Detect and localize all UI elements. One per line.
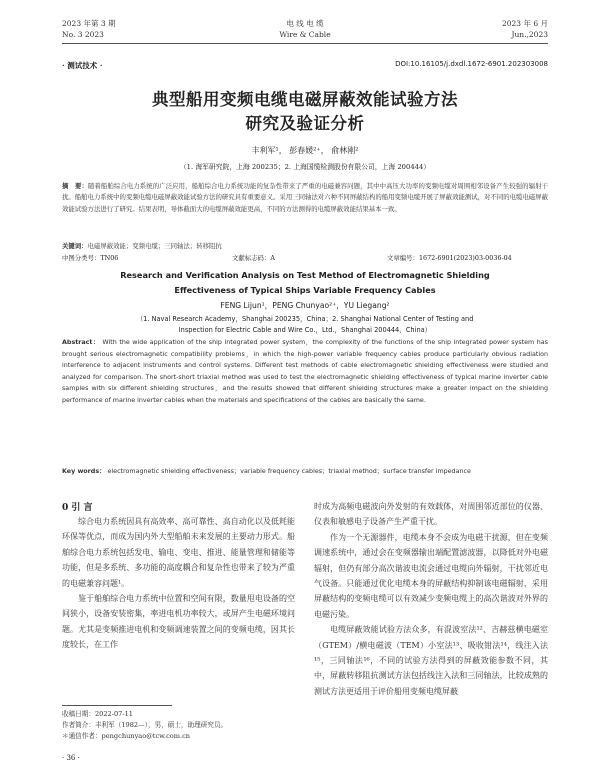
journal-name — [62, 18, 548, 40]
issue-cn: 2023 年第 3 期 — [62, 19, 116, 28]
affiliation-en-line2: Inspection for Electric Cable and Wire Co.，Ltd.，Shanghai 200444，China） — [178, 325, 432, 334]
article-number: 文章编号：1672-6901(2023)03-0036-04 — [387, 254, 512, 262]
intro-left-column — [62, 514, 295, 653]
footnote-received: 收稿日期：2022-07-11 — [62, 710, 133, 718]
abstract-cn — [62, 181, 548, 215]
abstract-en-text: With the wide application of the ship integrated power system，the complexity of the functions of the ship integrated power system has brought serious electromagnetic compatibility problems，in which the high-power variable frequency cables produce particularly obvious radiation interference to adjacent instruments and control systems. Different test methods of cable electromagnetic shielding effectiveness were studied and analyzed for comparison. The short-short triaxial method was used to test the electromagnetic shielding effectiveness of typical marine inverter cable samples with six different shielding structures，and the results showed that different shielding structures make a greater impact on the shielding performance of marine inverter cables when the materials and specifications of the cables are basically the same. — [62, 339, 548, 404]
keywords-cn-text: 电磁屏蔽效能；变频电缆；三同轴法；转移阻抗 — [87, 242, 222, 250]
intro-para-4: 电缆屏蔽效能试验方法众多，有混波室法¹²、吉赫兹横电磁室（GTEM）/横电磁波（TEM）小室法¹³、吸收钳法¹⁴，线注入法¹⁵，三同轴法¹⁶，不同的试验方法得到的屏蔽效能参数不同，其中，屏蔽转移阻抗测试方法包括线注入法和三同轴法，比较成熟的测试方法更适用于评价船用变频电缆屏蔽 — [314, 625, 548, 696]
title-en-line2: Effectiveness of Typical Ships Variable Frequency Cables — [174, 285, 436, 295]
title-cn-line2: 研究及验证分析 — [245, 114, 365, 133]
keywords-en-text: electromagnetic shielding effectiveness；variable frequency cables；triaxial method；surface transfer impedance — [107, 468, 471, 475]
journal-name-cn: 电 线 电 缆 — [286, 19, 324, 28]
title-cn — [62, 88, 548, 136]
keywords-en — [62, 466, 548, 478]
doi[interactable]: DOI:10.16105/j.dxdl.1672-6901.202303008 — [395, 60, 548, 68]
section-tag: · 测试技术 · — [62, 61, 103, 70]
date-en: Jun.,2023 — [511, 30, 548, 39]
authors-en: FENG Lijun¹，PENG Chunyao²⁺，YU Liegang² — [220, 301, 390, 310]
page-number: · 36 · — [62, 754, 80, 762]
affiliation-cn: （1. 海军研究院，上海 200235；2. 上海国缆检测股份有限公司，上海 200444） — [179, 163, 431, 171]
date-cn: 2023 年 6 月 — [501, 19, 548, 28]
footnote-rule — [62, 705, 172, 706]
affiliation-en — [62, 314, 548, 335]
keywords-cn — [62, 241, 548, 252]
title-cn-line1: 典型船用变频电缆电磁屏蔽效能试验方法 — [152, 90, 458, 109]
intro-para-2-continued: 时成为高频电磁波向外发射的有效载体，对周围邻近部位的仪器、仪表和敏感电子设备产生严重干扰。 — [314, 502, 548, 527]
journal-date — [502, 18, 548, 40]
intro-para-1: 综合电力系统因具有高效率、高可靠性、高自动化以及低耗能环保等优点，而成为国内外大型船舶未来发展的主要动力形式。船舶综合电力系统包括发电、输电、变电、推进、能量管理和储能等功能，但是多系统、多功能的高度耦合和复杂性也带来了较为严重的电磁兼容问题¹。 — [62, 517, 295, 588]
intro-para-3: 作为一个无源器件，电缆本身不会成为电磁干扰源，但在变频调速系统中，通过会在变频器输出端配置滤波器，以降低对外电磁辐射，但仍有部分高次谐波电流会通过电缆向外辐射，干扰邻近电气设备。只能通过优化电缆本身的屏蔽结构抑制该电磁辐射，采用屏蔽结构的变频电缆可以有效减少变频电缆上的高次谐波对外界的电磁污染。 — [314, 532, 548, 619]
abstract-cn-text: 随着船舶综合电力系统的广泛应用，船舶综合电力系统功能的复杂性带来了严重的电磁兼容问题，其中中高压大功率的变频电缆对周围相邻设备产生较强的辐射干扰。船舶电力系统中的变频电缆电磁屏蔽效能试验方法的研究具有重要意义。采用三同轴法对六种不同屏蔽结构的船用变频电缆开展了屏蔽效能测试，对不同的电缆电磁屏蔽效能试验方法进行了研究。结果表明，导体截面大的电缆屏蔽效能更高，不同的方法测得的电缆屏蔽效能结果基本一致。 — [62, 182, 549, 213]
header-rule — [62, 43, 548, 44]
issue-en: No. 3 2023 — [62, 30, 104, 39]
intro-para-2: 鉴于船舶综合电力系统中位置和空间有限，数量甩电设备的空间狭小，设备安装密集，率进电机功率较大，或屏产生电磁环境问题。尤其是变频推进电机和变频调速装置之间的变频电缆，因其长度较长，在工作 — [62, 594, 295, 650]
footnote-contact[interactable]: ＊通信作者：pengchunyao@tcw.com.cn — [62, 732, 191, 741]
journal-name-en: Wire & Cable — [279, 30, 331, 39]
footnote-author-bio: 作者简介：丰利军（1982—），男，硕士，助理研究员。 — [62, 721, 228, 730]
authors-cn: 丰利军¹， 彭春媛²⁺， 俞林刚² — [251, 146, 359, 155]
clc-number: 中图分类号：TN06 — [62, 254, 119, 262]
footnote — [62, 709, 295, 743]
abstract-cn-label: 摘 要： — [62, 182, 88, 190]
title-en — [62, 268, 548, 298]
abstract-en — [62, 337, 548, 407]
keywords-en-label: Key words： — [62, 468, 106, 475]
doc-code: 文献标志码：A — [232, 254, 275, 262]
abstract-en-label: Abstract： — [62, 339, 100, 346]
classification-line — [62, 252, 548, 264]
section-heading-intro: 0 引 言 — [62, 503, 93, 513]
title-en-line1: Research and Verification Analysis on Test Method of Electromagnetic Shielding — [120, 270, 490, 280]
keywords-cn-label: 关键词： — [62, 242, 88, 250]
intro-right-column — [314, 499, 548, 699]
affiliation-en-line1: （1. Naval Research Academy，Shanghai 200235，China；2. Shanghai National Center of Testing and — [136, 315, 474, 323]
